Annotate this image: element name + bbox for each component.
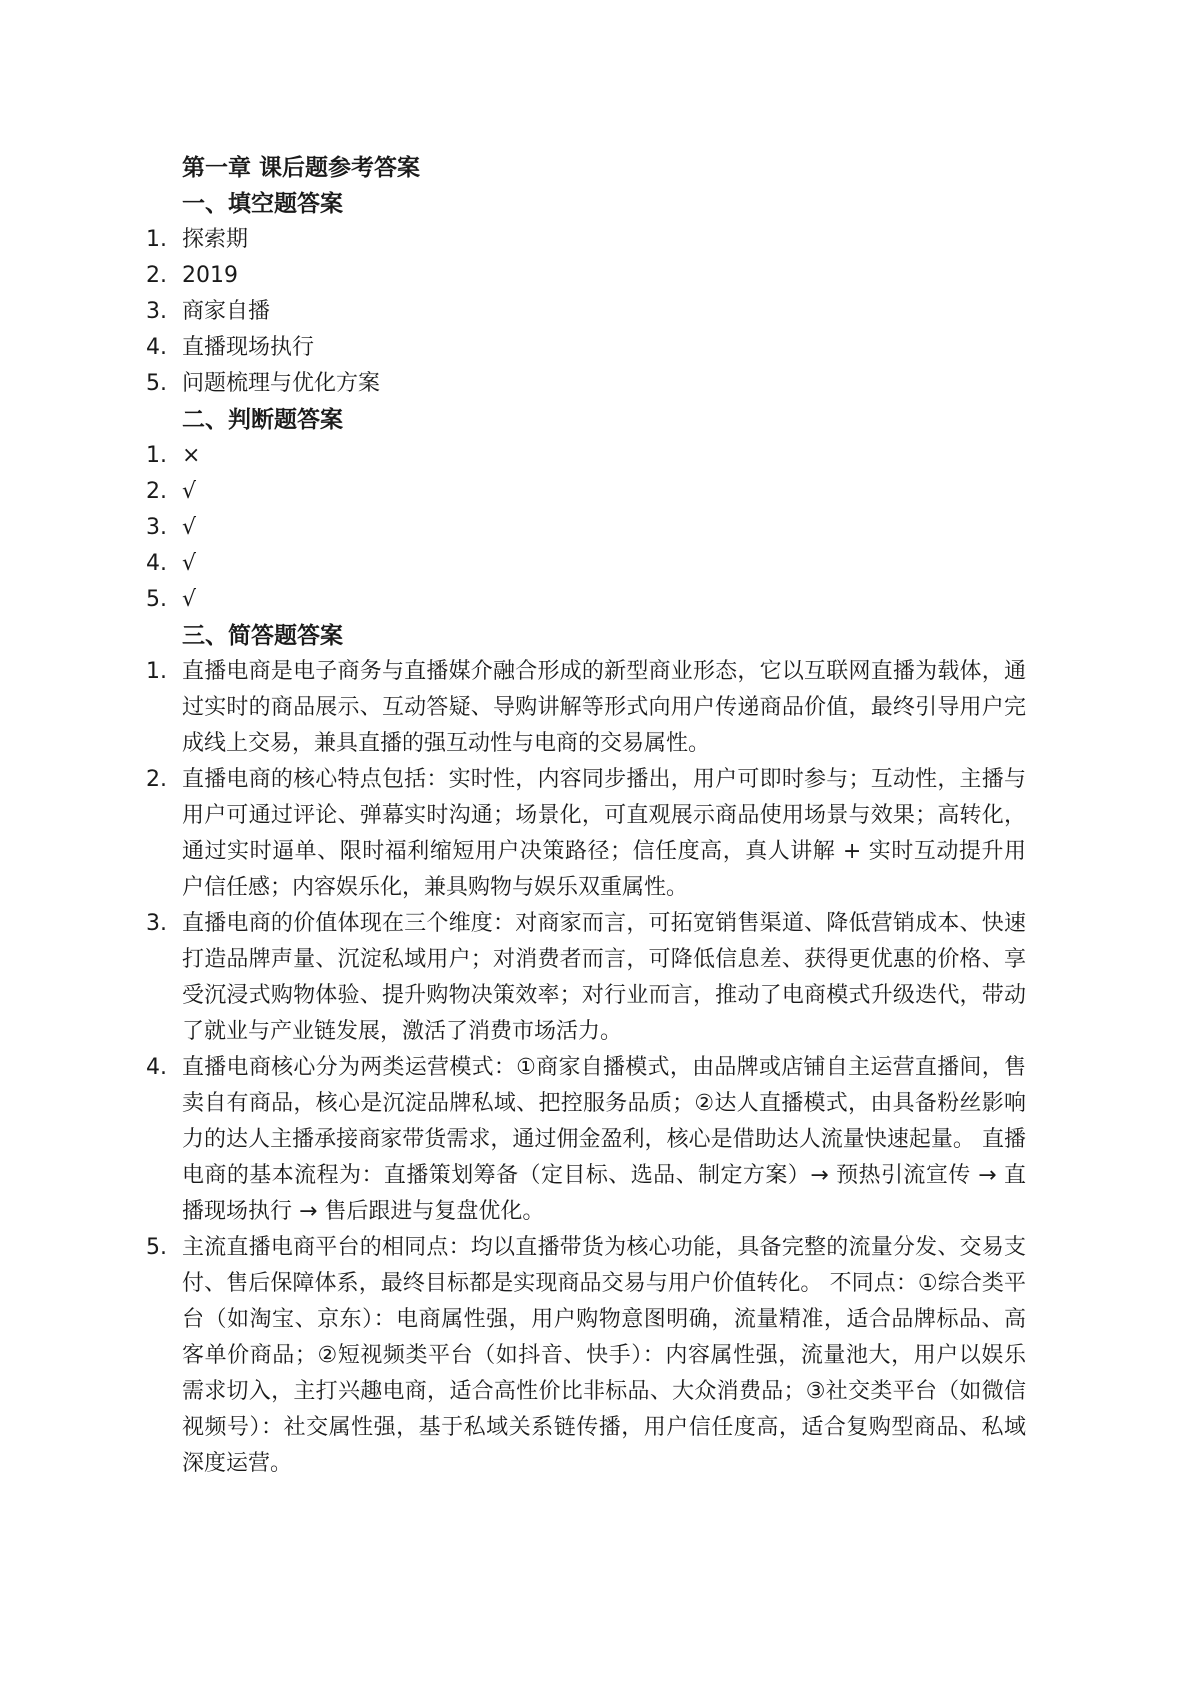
section-heading-fill-in-blank: 一、填空题答案 <box>182 191 343 217</box>
list-item <box>146 546 1026 582</box>
list-item <box>146 762 1026 906</box>
list-item <box>146 582 1026 618</box>
section-heading-short-answer: 三、简答题答案 <box>182 623 343 649</box>
section-heading-true-false: 二、判断题答案 <box>182 407 343 433</box>
list-item <box>146 438 1026 474</box>
list-item <box>146 1230 1026 1482</box>
item-text: 直播电商的价值体现在三个维度：对商家而言，可拓宽销售渠道、降低营销成本、快速打造品牌声量、沉淀私域用户；对消费者而言，可降低信息差、获得更优惠的价格、享受沉浸式购物体验、提升购物决策效率；对行业而言，推动了电商模式升级迭代，带动了就业与产业链发展，激活了消费市场活力。 <box>182 911 1026 1044</box>
item-number: 1. <box>146 659 167 684</box>
list-item <box>146 906 1026 1050</box>
item-number: 2. <box>146 263 167 288</box>
list-item <box>146 294 1026 330</box>
item-text: √ <box>182 551 197 576</box>
list-item <box>146 366 1026 402</box>
list-item <box>146 474 1026 510</box>
item-number: 1. <box>146 443 167 468</box>
item-number: 3. <box>146 515 167 540</box>
item-number: 5. <box>146 371 167 396</box>
fill-in-blank-answer-list <box>146 222 1026 402</box>
list-item <box>146 330 1026 366</box>
item-text: 直播电商核心分为两类运营模式：①商家自播模式，由品牌或店铺自主运营直播间，售卖自有商品，核心是沉淀品牌私域、把控服务品质；②达人直播模式，由具备粉丝影响力的达人主播承接商家带货需求，通过佣金盈利，核心是借助达人流量快速起量。 直播电商的基本流程为：直播策划筹备（定目标、选品、制定方案）→ 预热引流宣传 → 直播现场执行 → 售后跟进与复盘优化。 <box>182 1055 1026 1224</box>
list-item <box>146 1050 1026 1230</box>
item-text: 直播电商的核心特点包括：实时性，内容同步播出，用户可即时参与；互动性，主播与用户可通过评论、弹幕实时沟通；场景化，可直观展示商品使用场景与效果；高转化，通过实时逼单、限时福利缩短用户决策路径；信任度高，真人讲解 + 实时互动提升用户信任感；内容娱乐化，兼具购物与娱乐双重属性。 <box>182 767 1026 900</box>
item-number: 4. <box>146 335 167 360</box>
true-false-answer-list <box>146 438 1026 618</box>
item-number: 4. <box>146 551 167 576</box>
item-text: 主流直播电商平台的相同点：均以直播带货为核心功能，具备完整的流量分发、交易支付、售后保障体系，最终目标都是实现商品交易与用户价值转化。 不同点：①综合类平台（如淘宝、京东）：电商属性强，用户购物意图明确，流量精准，适合品牌标品、高客单价商品；②短视频类平台（如抖音、快手）：内容属性强，流量池大，用户以娱乐需求切入，主打兴趣电商，适合高性价比非标品、大众消费品；③社交类平台（如微信视频号）：社交属性强，基于私域关系链传播，用户信任度高，适合复购型商品、私域深度运营。 <box>182 1235 1026 1476</box>
document-title: 第一章 课后题参考答案 <box>182 155 421 181</box>
item-number: 2. <box>146 767 167 792</box>
list-item <box>146 258 1026 294</box>
item-text: 探索期 <box>182 227 249 252</box>
item-number: 4. <box>146 1055 167 1080</box>
item-text: √ <box>182 515 197 540</box>
item-number: 2. <box>146 479 167 504</box>
item-text: 直播电商是电子商务与直播媒介融合形成的新型商业形态，它以互联网直播为载体，通过实时的商品展示、互动答疑、导购讲解等形式向用户传递商品价值，最终引导用户完成线上交易，兼具直播的强互动性与电商的交易属性。 <box>182 659 1026 756</box>
short-answer-list <box>146 654 1026 1482</box>
item-text: √ <box>182 479 197 504</box>
item-text: 商家自播 <box>182 299 271 324</box>
item-text: × <box>182 443 201 468</box>
list-item <box>146 222 1026 258</box>
list-item <box>146 510 1026 546</box>
list-item <box>146 654 1026 762</box>
item-text: 2019 <box>182 263 238 288</box>
item-text: 问题梳理与优化方案 <box>182 371 381 396</box>
item-number: 1. <box>146 227 167 252</box>
document-content <box>146 150 1026 1482</box>
item-text: 直播现场执行 <box>182 335 315 360</box>
item-text: √ <box>182 587 197 612</box>
item-number: 3. <box>146 911 167 936</box>
item-number: 5. <box>146 587 167 612</box>
item-number: 3. <box>146 299 167 324</box>
item-number: 5. <box>146 1235 167 1260</box>
